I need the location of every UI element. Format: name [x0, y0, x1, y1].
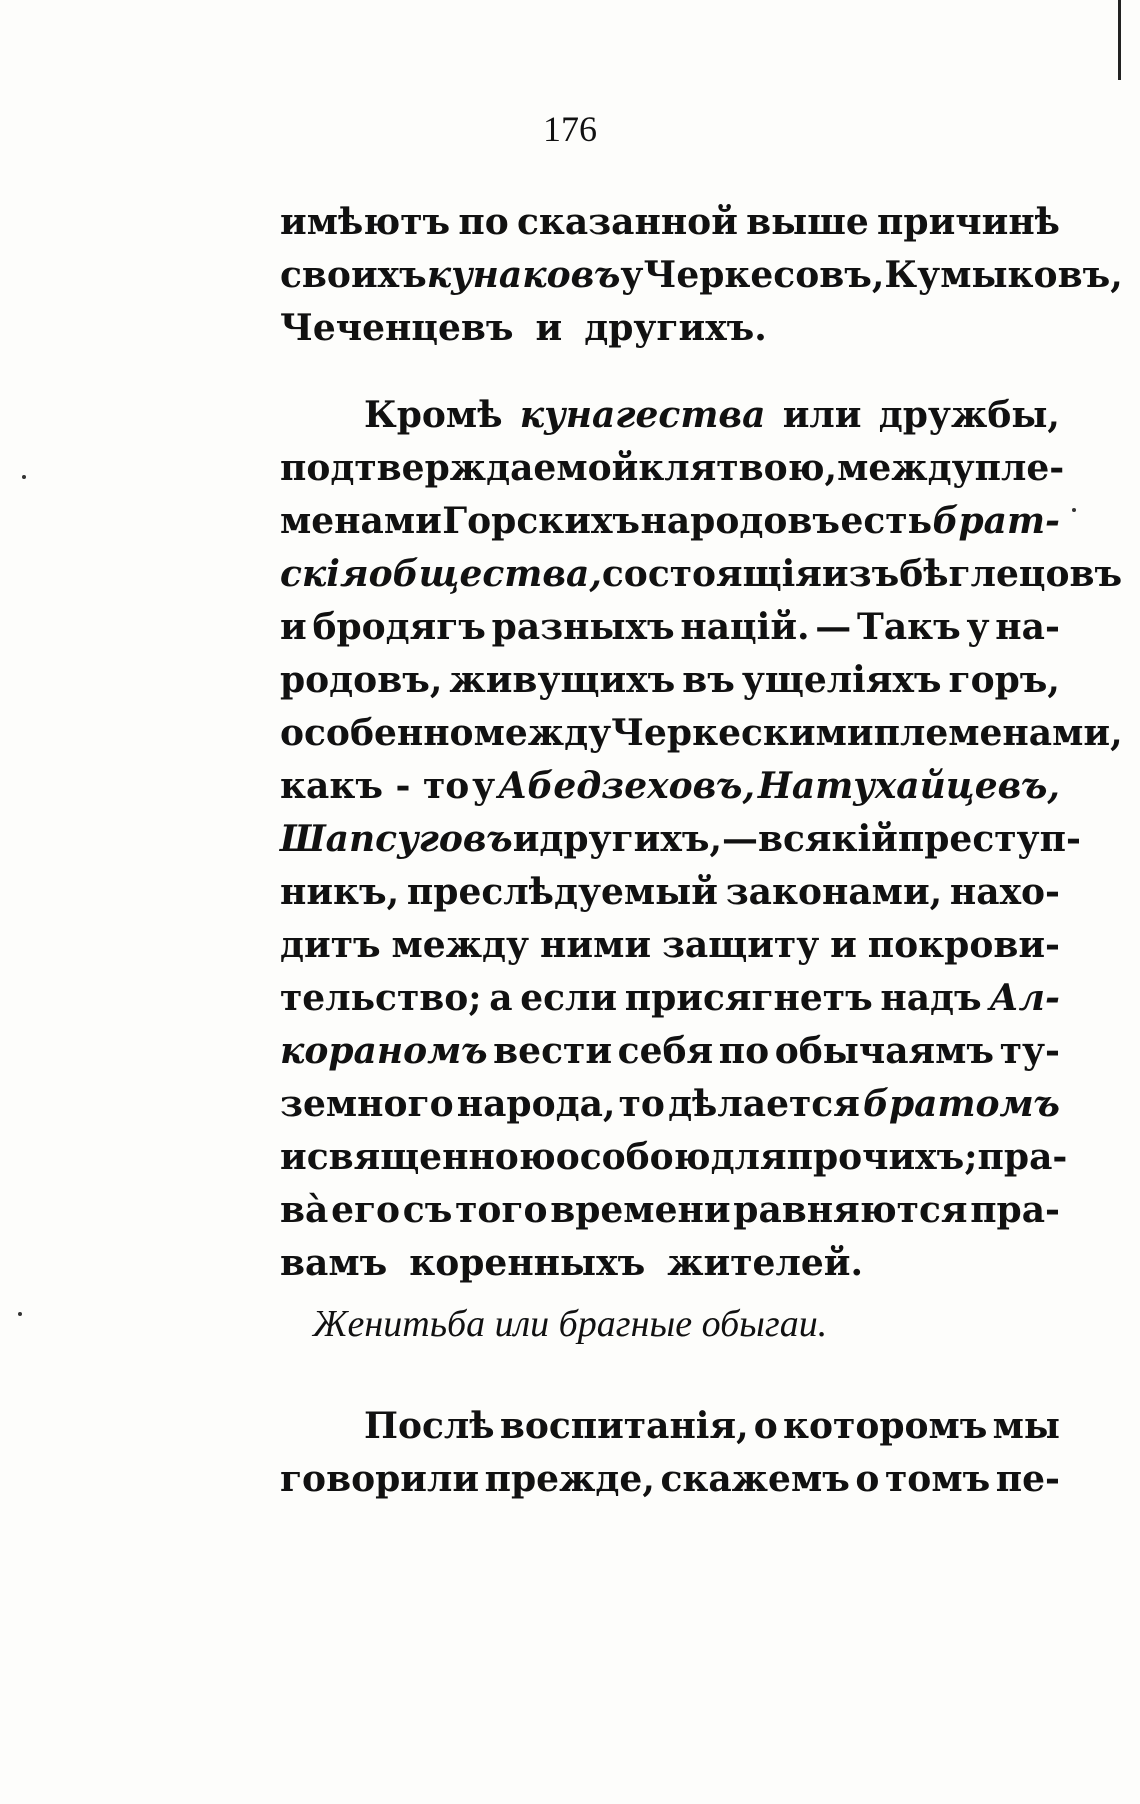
word: разныхъ — [491, 606, 675, 648]
word: ними — [540, 924, 652, 966]
word: ту- — [999, 1030, 1060, 1072]
word: жителей. — [667, 1242, 863, 1284]
word: между — [473, 712, 612, 754]
word: томъ — [885, 1458, 991, 1500]
word: другихъ. — [584, 307, 767, 349]
word: Горскихъ — [442, 500, 641, 542]
word: и — [512, 818, 540, 860]
word: времени — [550, 1189, 731, 1231]
text-line — [280, 707, 1123, 760]
word: сказанной — [516, 201, 738, 243]
paragraph-1 — [280, 196, 1123, 355]
word: скія — [280, 553, 369, 595]
page-edge-rule — [1118, 0, 1121, 80]
word: Натухайцевъ, — [757, 765, 1060, 807]
text-line — [280, 813, 1081, 866]
word: нахо- — [949, 871, 1060, 913]
word: Ал- — [989, 977, 1060, 1019]
section-heading: Женитьба или брагные обыгаи. — [312, 1303, 828, 1345]
word: у — [966, 606, 990, 648]
word: дитъ — [280, 924, 381, 966]
word: имѣютъ — [280, 201, 451, 243]
word: себя — [617, 1030, 714, 1072]
word: преступ- — [897, 818, 1081, 860]
text-line — [280, 389, 1060, 442]
text-line — [280, 601, 1060, 654]
paragraph-2 — [280, 389, 1123, 1290]
word: бродягъ — [312, 606, 486, 648]
word: между — [837, 447, 975, 489]
speck — [1072, 508, 1076, 512]
word: надъ — [880, 977, 982, 1019]
text-line — [280, 1025, 1060, 1078]
word: изъ — [821, 553, 900, 595]
word: покрови- — [867, 924, 1060, 966]
text-line — [280, 249, 1123, 302]
word: особенно — [280, 712, 474, 754]
word: пле- — [974, 447, 1065, 489]
word: присягнетъ — [624, 977, 873, 1019]
text-line — [280, 1078, 1060, 1131]
word: Абедзеховъ, — [498, 765, 755, 807]
word: законами, — [725, 871, 943, 913]
word: народа, — [456, 1083, 616, 1125]
word: менами — [280, 500, 442, 542]
word: о — [855, 1458, 880, 1500]
text-line — [280, 548, 1123, 601]
text-line — [280, 495, 1060, 548]
word: съ — [402, 1189, 453, 1231]
word: какъ - то — [280, 765, 470, 807]
word: тельство; — [280, 977, 482, 1019]
word: — — [815, 606, 852, 648]
word: общества, — [368, 553, 602, 595]
word: брат- — [932, 500, 1060, 542]
word: дружбы, — [878, 394, 1060, 436]
text-line — [280, 1453, 1060, 1506]
text-line — [280, 866, 1060, 919]
text-line — [280, 919, 1060, 972]
word: говорили — [280, 1458, 480, 1500]
word: у — [472, 765, 496, 807]
word: состоящія — [601, 553, 822, 595]
text-line — [280, 1131, 1068, 1184]
word: націй. — [680, 606, 810, 648]
word: и — [280, 606, 307, 648]
word: Чеченцевъ — [280, 307, 514, 349]
word: кораномъ — [280, 1030, 488, 1072]
word: равняются — [733, 1189, 968, 1231]
word: своихъ — [280, 254, 427, 296]
word: Такъ — [857, 606, 961, 648]
word: если — [520, 977, 618, 1019]
word: воспитанія, — [499, 1405, 749, 1447]
word: въ — [682, 659, 735, 701]
word: ущеліяхъ — [741, 659, 942, 701]
word: кунагества — [519, 394, 766, 436]
word: никъ, — [280, 871, 400, 913]
word: братомъ — [862, 1083, 1060, 1125]
word: земного — [280, 1083, 454, 1125]
paragraph-3 — [280, 1400, 1060, 1506]
word: горъ, — [948, 659, 1060, 701]
word: бѣглецовъ — [899, 553, 1123, 595]
word: пра- — [970, 1189, 1060, 1231]
text-line — [280, 760, 1060, 813]
word: выше — [746, 201, 869, 243]
word: и — [535, 307, 563, 349]
word: причинѣ — [877, 201, 1060, 243]
word: коренныхъ — [409, 1242, 646, 1284]
word: на- — [995, 606, 1060, 648]
word: дѣлается — [668, 1083, 860, 1125]
word: защиту — [661, 924, 820, 966]
word: особою — [555, 1136, 711, 1178]
word: мы — [992, 1405, 1060, 1447]
word: вамъ — [280, 1242, 388, 1284]
word: пе- — [995, 1458, 1060, 1500]
word: того — [455, 1189, 548, 1231]
word: которомъ — [783, 1405, 988, 1447]
word: племенами, — [873, 712, 1123, 754]
word: вести — [493, 1030, 613, 1072]
text-line — [280, 654, 1060, 707]
word: преслѣдуемый — [406, 871, 718, 913]
text-line — [280, 196, 1060, 249]
word: по — [458, 201, 509, 243]
word: его — [331, 1189, 401, 1231]
word: родовъ, — [280, 659, 443, 701]
word: клятвою, — [638, 447, 838, 489]
word: Черкесовъ, — [643, 254, 885, 296]
word: о — [753, 1405, 778, 1447]
word: вà — [280, 1189, 329, 1231]
speck — [22, 475, 26, 479]
text-line — [280, 302, 1060, 355]
word: Кумыковъ, — [884, 254, 1123, 296]
word: скажемъ — [660, 1458, 850, 1500]
word: или — [782, 394, 862, 436]
word: Черкескими — [611, 712, 874, 754]
word: то — [618, 1083, 665, 1125]
text-line — [280, 972, 1060, 1025]
word: живущихъ — [449, 659, 676, 701]
word: другихъ,—всякій — [539, 818, 898, 860]
text-line — [280, 1184, 1060, 1237]
word: между — [391, 924, 530, 966]
word: а — [489, 977, 513, 1019]
text-line — [280, 1237, 1060, 1290]
word: по — [718, 1030, 770, 1072]
word: Послѣ — [364, 1405, 495, 1447]
word: у — [620, 254, 644, 296]
word: прочихъ; — [786, 1136, 978, 1178]
word: священною — [306, 1136, 556, 1178]
word: народовъ — [640, 500, 840, 542]
text-line — [280, 1400, 1060, 1453]
word: подтверждаемой — [280, 447, 639, 489]
word: обычаямъ — [774, 1030, 995, 1072]
word: кунаковъ — [426, 254, 621, 296]
word: есть — [840, 500, 933, 542]
page-number: 176 — [543, 109, 597, 149]
text-line — [280, 442, 1065, 495]
word: и — [830, 924, 857, 966]
word: и — [280, 1136, 307, 1178]
word: Шапсуговъ — [280, 818, 513, 860]
word: Кромѣ — [364, 394, 503, 436]
word: прежде, — [484, 1458, 655, 1500]
word: пра- — [977, 1136, 1068, 1178]
word: для — [710, 1136, 787, 1178]
